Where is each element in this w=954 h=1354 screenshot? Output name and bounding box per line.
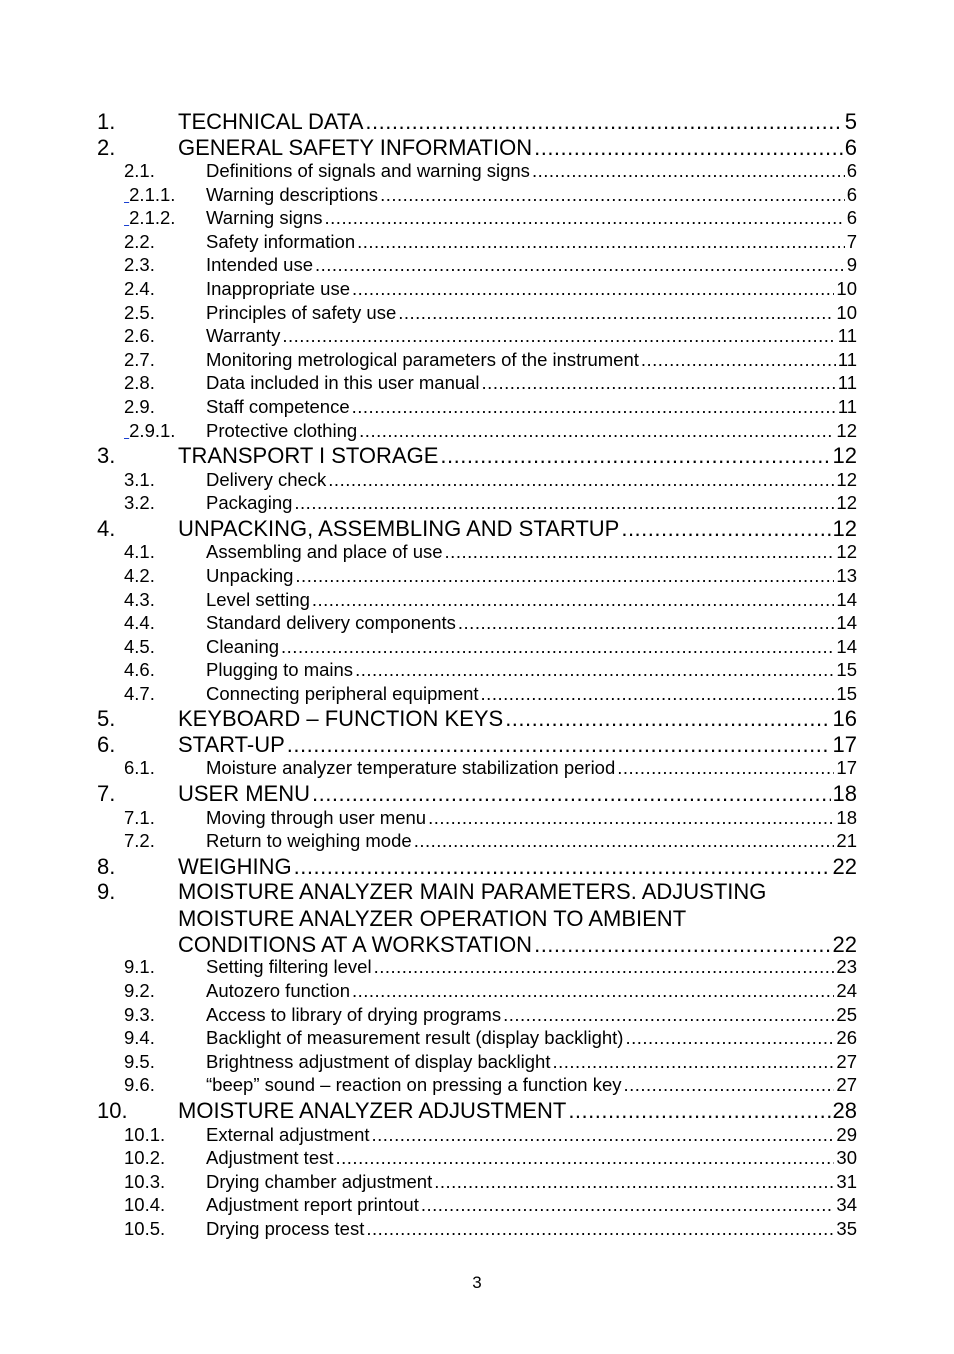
dot-leader bbox=[568, 1099, 830, 1123]
dot-leader bbox=[534, 933, 830, 957]
toc-entry-title: KEYBOARD – FUNCTION KEYS bbox=[178, 706, 504, 732]
toc-entry-title: Intended use bbox=[206, 254, 313, 276]
toc-entry-title: Assembling and place of use bbox=[206, 541, 443, 563]
dot-leader bbox=[482, 373, 836, 393]
toc-entry[interactable] bbox=[97, 1172, 857, 1196]
dot-leader bbox=[312, 590, 835, 610]
toc-entry[interactable] bbox=[97, 444, 857, 470]
dot-leader bbox=[505, 707, 830, 731]
dot-leader bbox=[295, 566, 834, 586]
dot-leader bbox=[428, 808, 834, 828]
toc-entry-number: 2.9.1. bbox=[129, 419, 176, 441]
toc-entry-number: 3.1. bbox=[124, 468, 155, 490]
toc-entry-number: 3.2. bbox=[124, 492, 155, 514]
toc-entry-page: 12 bbox=[836, 468, 857, 490]
toc-entry-number: 10.2. bbox=[124, 1147, 166, 1169]
dot-leader bbox=[294, 493, 834, 513]
toc-entry-page: 12 bbox=[832, 443, 857, 469]
toc-entry-page: 11 bbox=[837, 395, 857, 417]
toc-entry[interactable] bbox=[97, 397, 857, 421]
toc-entry-number: 2.1.2. bbox=[129, 207, 176, 229]
toc-entry-number: 10.1. bbox=[124, 1123, 166, 1145]
toc-entry-number: 2.1. bbox=[124, 160, 155, 181]
toc-entry-number: 5. bbox=[97, 706, 116, 732]
toc-entry[interactable] bbox=[97, 136, 857, 162]
toc-entry[interactable] bbox=[97, 517, 857, 543]
toc-entry-page: 21 bbox=[836, 830, 857, 852]
dot-leader bbox=[398, 303, 834, 323]
toc-entry-page: 6 bbox=[846, 207, 857, 229]
dot-leader bbox=[380, 185, 845, 205]
toc-entry-page: 12 bbox=[836, 541, 857, 563]
dot-leader bbox=[534, 136, 843, 160]
toc-entry-number: 2.9. bbox=[124, 395, 155, 417]
toc-entry-title: Drying process test bbox=[206, 1217, 365, 1239]
dot-leader bbox=[355, 660, 834, 680]
toc-entry-title: Data included in this user manual bbox=[206, 372, 480, 394]
toc-entry-number: 2.5. bbox=[124, 301, 155, 323]
toc-entry-number: 2.8. bbox=[124, 372, 155, 394]
toc-entry-title: TECHNICAL DATA bbox=[178, 109, 364, 134]
toc-entry-number: 7.1. bbox=[124, 806, 155, 828]
dot-leader bbox=[621, 517, 830, 541]
dot-leader bbox=[625, 1028, 834, 1048]
toc-entry-page: 18 bbox=[836, 806, 857, 828]
toc-entry-number: 9. bbox=[97, 879, 116, 905]
toc-entry-title: Autozero function bbox=[206, 980, 350, 1002]
toc-entry[interactable] bbox=[97, 373, 857, 397]
toc-entry[interactable] bbox=[97, 1195, 857, 1219]
toc-entry[interactable] bbox=[97, 208, 857, 232]
toc-entry-page: 14 bbox=[836, 588, 857, 610]
dot-leader bbox=[458, 613, 835, 633]
toc-entry-title: Principles of safety use bbox=[206, 301, 397, 323]
toc-entry-number: 6.1. bbox=[124, 757, 155, 779]
toc-entry[interactable] bbox=[97, 637, 857, 661]
toc-entry-number: 8. bbox=[97, 853, 116, 879]
toc-entry[interactable] bbox=[97, 493, 857, 517]
toc-entry-page: 35 bbox=[836, 1217, 857, 1239]
toc-entry-title: WEIGHING bbox=[178, 853, 292, 879]
toc-entry[interactable] bbox=[97, 1075, 857, 1099]
toc-entry-number: 2.4. bbox=[124, 277, 155, 299]
toc-entry-title: Delivery check bbox=[206, 468, 327, 490]
dot-leader bbox=[359, 421, 834, 441]
toc-entry-title: Staff competence bbox=[206, 395, 350, 417]
toc-entry-title: Plugging to mains bbox=[206, 659, 354, 681]
toc-entry-page: 11 bbox=[837, 372, 857, 394]
toc-entry-number: 4. bbox=[97, 515, 116, 541]
toc-entry-number: 2.3. bbox=[124, 254, 155, 276]
toc-entry[interactable] bbox=[97, 470, 857, 494]
toc-entry[interactable] bbox=[97, 255, 857, 279]
toc-entry[interactable] bbox=[97, 880, 857, 957]
dot-leader bbox=[352, 397, 836, 417]
toc-entry[interactable] bbox=[97, 660, 857, 684]
toc-entry-page: 17 bbox=[836, 757, 857, 779]
toc-entry-title: Standard delivery components bbox=[206, 612, 456, 634]
toc-entry-number: 4.1. bbox=[124, 541, 155, 563]
toc-entry[interactable] bbox=[97, 613, 857, 637]
dot-leader bbox=[503, 1005, 834, 1025]
toc-entry-page: 15 bbox=[836, 682, 857, 704]
dot-leader bbox=[325, 208, 845, 228]
toc-entry[interactable] bbox=[97, 758, 857, 782]
toc-entry[interactable] bbox=[97, 1052, 857, 1076]
toc-entry-page: 6 bbox=[846, 183, 857, 205]
dot-leader bbox=[312, 782, 831, 806]
toc-entry-title: Access to library of drying programs bbox=[206, 1003, 502, 1025]
toc-entry-title-line: MOISTURE ANALYZER MAIN PARAMETERS. ADJUSTING bbox=[178, 879, 767, 905]
toc-entry-number: 9.3. bbox=[124, 1003, 155, 1025]
toc-entry-title: Inappropriate use bbox=[206, 277, 350, 299]
dot-leader bbox=[617, 758, 834, 778]
toc-entry-number: 4.2. bbox=[124, 564, 155, 586]
toc-entry-title: Monitoring metrological parameters of the instrument bbox=[206, 348, 639, 370]
dot-leader bbox=[641, 350, 836, 370]
toc-entry-number: 4.5. bbox=[124, 635, 155, 657]
dot-leader bbox=[481, 684, 835, 704]
toc-entry-page: 26 bbox=[836, 1027, 857, 1049]
toc-entry-page: 6 bbox=[846, 160, 857, 181]
toc-entry-title: Warning signs bbox=[206, 207, 323, 229]
toc-entry-title: Moving through user menu bbox=[206, 806, 427, 828]
toc-entry-page: 27 bbox=[836, 1050, 857, 1072]
toc-entry-title: Adjustment report printout bbox=[206, 1194, 419, 1216]
toc-entry-page: 22 bbox=[832, 853, 857, 879]
toc-entry-title: TRANSPORT I STORAGE bbox=[178, 443, 439, 469]
toc-entry-page: 9 bbox=[846, 254, 857, 276]
dot-leader bbox=[315, 255, 845, 275]
toc-entry-page: 12 bbox=[836, 419, 857, 441]
dot-leader bbox=[374, 957, 835, 977]
dot-leader bbox=[623, 1075, 834, 1095]
toc-entry-page: 5 bbox=[844, 109, 857, 134]
toc-entry-page: 12 bbox=[836, 492, 857, 514]
toc-entry[interactable] bbox=[97, 185, 857, 209]
toc-entry-page: 15 bbox=[836, 659, 857, 681]
dot-leader bbox=[287, 733, 831, 757]
toc-entry-page: 30 bbox=[836, 1147, 857, 1169]
toc-entry[interactable] bbox=[97, 326, 857, 350]
table-of-contents bbox=[97, 110, 857, 1242]
toc-entry-number: 4.7. bbox=[124, 682, 155, 704]
dot-leader bbox=[372, 1125, 835, 1145]
toc-entry-number: 9.1. bbox=[124, 956, 155, 978]
toc-entry-page: 23 bbox=[836, 956, 857, 978]
toc-entry-number: 10. bbox=[97, 1098, 128, 1123]
toc-entry[interactable] bbox=[97, 232, 857, 256]
dot-leader bbox=[328, 470, 834, 490]
toc-entry-page: 12 bbox=[832, 515, 857, 541]
dot-leader bbox=[440, 444, 830, 468]
toc-entry-page: 17 bbox=[832, 731, 857, 757]
toc-entry-page: 10 bbox=[836, 277, 857, 299]
toc-entry-title: Drying chamber adjustment bbox=[206, 1170, 433, 1192]
toc-entry[interactable] bbox=[97, 1219, 857, 1243]
toc-entry-title: Brightness adjustment of display backlight bbox=[206, 1050, 551, 1072]
toc-entry-title: Connecting peripheral equipment bbox=[206, 682, 479, 704]
toc-entry-page: 14 bbox=[836, 635, 857, 657]
toc-entry[interactable] bbox=[97, 1148, 857, 1172]
toc-entry-number: 2. bbox=[97, 134, 116, 160]
toc-entry-title: Cleaning bbox=[206, 635, 280, 657]
toc-entry-number: 2.2. bbox=[124, 230, 155, 252]
toc-entry-title: MOISTURE ANALYZER ADJUSTMENT bbox=[178, 1098, 567, 1123]
toc-entry-number: 10.4. bbox=[124, 1194, 166, 1216]
dot-leader bbox=[366, 1219, 834, 1239]
toc-entry-number: 4.3. bbox=[124, 588, 155, 610]
toc-entry[interactable] bbox=[97, 110, 857, 136]
toc-entry[interactable] bbox=[97, 855, 857, 881]
toc-entry-title: Return to weighing mode bbox=[206, 830, 412, 852]
dot-leader bbox=[294, 855, 831, 879]
toc-entry-number: 1. bbox=[97, 109, 116, 134]
toc-entry-title: External adjustment bbox=[206, 1123, 370, 1145]
toc-entry-number: 3. bbox=[97, 443, 116, 469]
dot-leader bbox=[553, 1052, 835, 1072]
toc-entry-number: 4.6. bbox=[124, 659, 155, 681]
toc-entry-title: Definitions of signals and warning signs bbox=[206, 160, 530, 181]
toc-entry-page: 11 bbox=[837, 325, 857, 347]
toc-entry-number: 2.7. bbox=[124, 348, 155, 370]
toc-entry[interactable] bbox=[97, 808, 857, 832]
dot-leader bbox=[365, 110, 842, 134]
dot-leader bbox=[282, 326, 835, 346]
toc-entry-title: Unpacking bbox=[206, 564, 294, 586]
toc-entry-number: 9.6. bbox=[124, 1074, 155, 1096]
toc-entry-title: Packaging bbox=[206, 492, 293, 514]
toc-entry[interactable] bbox=[97, 981, 857, 1005]
toc-entry-title: “beep” sound – reaction on pressing a function key bbox=[206, 1074, 622, 1096]
toc-entry-page: 6 bbox=[844, 134, 857, 160]
toc-entry-title: GENERAL SAFETY INFORMATION bbox=[178, 134, 533, 160]
toc-entry[interactable] bbox=[97, 684, 857, 708]
toc-entry-title: USER MENU bbox=[178, 781, 311, 807]
toc-entry-page: 11 bbox=[837, 348, 857, 370]
toc-entry[interactable] bbox=[97, 707, 857, 733]
toc-entry-title: Level setting bbox=[206, 588, 310, 610]
toc-entry-title: Warning descriptions bbox=[206, 183, 379, 205]
toc-entry-number: 7.2. bbox=[124, 830, 155, 852]
toc-entry-page: 27 bbox=[836, 1074, 857, 1096]
toc-entry[interactable] bbox=[97, 303, 857, 327]
toc-entry-page: 29 bbox=[836, 1123, 857, 1145]
dot-leader bbox=[281, 637, 834, 657]
toc-entry-number: 9.2. bbox=[124, 980, 155, 1002]
toc-entry-title: START-UP bbox=[178, 731, 285, 757]
toc-entry-number: 10.3. bbox=[124, 1170, 166, 1192]
toc-entry[interactable] bbox=[97, 279, 857, 303]
dot-leader bbox=[434, 1172, 834, 1192]
toc-entry-number: 2.6. bbox=[124, 325, 155, 347]
toc-entry-title: Adjustment test bbox=[206, 1147, 334, 1169]
dot-leader bbox=[336, 1148, 835, 1168]
toc-entry-page: 25 bbox=[836, 1003, 857, 1025]
toc-entry-page: 10 bbox=[836, 301, 857, 323]
toc-entry-page: 34 bbox=[836, 1194, 857, 1216]
dot-leader bbox=[352, 279, 834, 299]
toc-entry-page: 18 bbox=[832, 781, 857, 807]
toc-entry[interactable] bbox=[97, 733, 857, 759]
toc-entry[interactable] bbox=[97, 782, 857, 808]
dot-leader bbox=[421, 1195, 835, 1215]
toc-entry-title: Warranty bbox=[206, 325, 281, 347]
toc-entry-number: 7. bbox=[97, 781, 116, 807]
toc-entry-page: 22 bbox=[832, 932, 857, 958]
toc-entry[interactable] bbox=[97, 1028, 857, 1052]
toc-entry-number: 9.4. bbox=[124, 1027, 155, 1049]
toc-entry[interactable] bbox=[97, 566, 857, 590]
toc-entry[interactable] bbox=[97, 831, 857, 855]
toc-entry-page: 13 bbox=[836, 564, 857, 586]
toc-entry[interactable] bbox=[97, 161, 857, 185]
page-number: 3 bbox=[472, 1273, 482, 1292]
dot-leader bbox=[352, 981, 834, 1001]
dot-leader bbox=[445, 542, 835, 562]
toc-entry-title: Safety information bbox=[206, 230, 356, 252]
toc-entry[interactable] bbox=[97, 1005, 857, 1029]
toc-entry-number: 2.1.1. bbox=[129, 183, 176, 205]
toc-entry-title: Backlight of measurement result (display backlight) bbox=[206, 1027, 624, 1049]
toc-entry[interactable] bbox=[97, 957, 857, 981]
toc-entry-number: 9.5. bbox=[124, 1050, 155, 1072]
toc-entry-page: 31 bbox=[836, 1170, 857, 1192]
toc-entry-title: Moisture analyzer temperature stabilization period bbox=[206, 757, 616, 779]
dot-leader bbox=[357, 232, 845, 252]
toc-entry-page: 7 bbox=[846, 230, 857, 252]
toc-entry[interactable] bbox=[97, 350, 857, 374]
toc-entry-page: 14 bbox=[836, 612, 857, 634]
toc-entry-title-line: MOISTURE ANALYZER OPERATION TO AMBIENT bbox=[178, 905, 687, 931]
toc-entry-page: 28 bbox=[832, 1098, 857, 1123]
toc-entry-number: 4.4. bbox=[124, 612, 155, 634]
toc-entry-title: CONDITIONS AT A WORKSTATION bbox=[178, 932, 533, 958]
toc-entry[interactable] bbox=[97, 590, 857, 614]
toc-entry-number: 6. bbox=[97, 731, 116, 757]
toc-entry[interactable] bbox=[97, 421, 857, 445]
toc-entry-title: Protective clothing bbox=[206, 419, 358, 441]
toc-entry[interactable] bbox=[97, 542, 857, 566]
toc-entry-number: 10.5. bbox=[124, 1217, 166, 1239]
toc-entry-page: 24 bbox=[836, 980, 857, 1002]
dot-leader bbox=[414, 831, 835, 851]
toc-entry[interactable] bbox=[97, 1125, 857, 1149]
dot-leader bbox=[532, 161, 845, 181]
toc-entry-page: 16 bbox=[832, 706, 857, 732]
toc-entry-title: Setting filtering level bbox=[206, 956, 372, 978]
toc-entry[interactable] bbox=[97, 1099, 857, 1125]
toc-entry-title: UNPACKING, ASSEMBLING AND STARTUP bbox=[178, 515, 620, 541]
